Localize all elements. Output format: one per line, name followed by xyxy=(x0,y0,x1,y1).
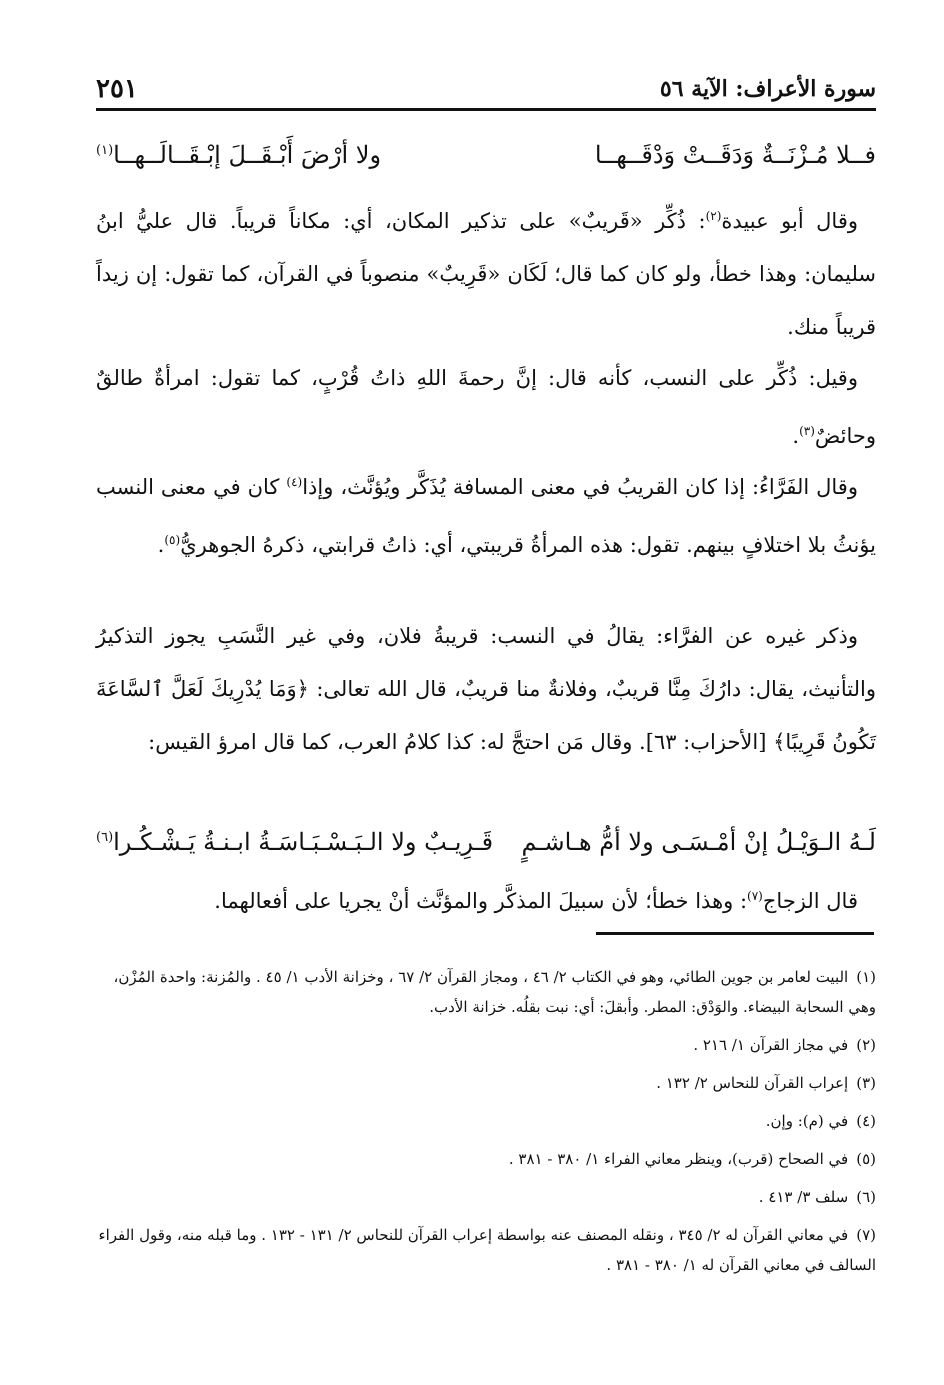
verse-2-first-hemistich-text: لَـهُ الـوَيْـلُ إنْ أمْـسَـى ولا أمُّ هـاشـمٍ xyxy=(521,828,876,856)
running-title: سورة الأعراف: الآية ٥٦ xyxy=(659,76,876,102)
footnote-number: (٢) xyxy=(856,1036,876,1054)
paragraph-zajjaj xyxy=(96,870,876,928)
footnote-4 xyxy=(96,1106,876,1136)
footnote-number: (١) xyxy=(856,968,876,986)
paragraph-3-text-a: وقال الفَرَّاءُ: إذا كان القريبُ في معنى المسافة يُذَكَّر ويُؤنَّث، وإذا xyxy=(302,475,858,499)
footnote-ref-5[interactable]: (٥) xyxy=(164,533,181,547)
paragraph-nasab xyxy=(96,352,876,463)
footnotes-section xyxy=(96,962,876,1288)
footnote-2 xyxy=(96,1030,876,1060)
footnote-number: (٤) xyxy=(856,1112,876,1130)
verse-2-second-hemistich xyxy=(96,828,493,856)
verse-1-first-hemistich xyxy=(595,141,876,169)
footnote-number: (٣) xyxy=(856,1074,876,1092)
footnote-7 xyxy=(96,1220,876,1280)
footnote-text: في (م): وإن. xyxy=(765,1112,849,1130)
footnote-number: (٥) xyxy=(856,1150,876,1168)
poetry-verse-1 xyxy=(96,133,876,177)
footnote-6 xyxy=(96,1182,876,1212)
footnote-ref-1[interactable]: (١) xyxy=(96,143,114,158)
paragraph-1-text-b: : ذُكِّر «قَريبٌ» على تذكير المكان، أي: مكاناً قريباً. قال عليُّ ابنُ سليمان: وهذا خطأ، ولو كان كما قال؛ لَكَان «قَرِيبٌ» منصوباً في القرآن، كما تقول: إن زيداً قريباً منك. xyxy=(96,209,876,339)
footnote-divider xyxy=(596,932,874,935)
footnote-5 xyxy=(96,1144,876,1174)
footnote-text: البيت لعامر بن جوين الطائي، وهو في الكتاب ٢/ ٤٦ ، ومجاز القرآن ٢/ ٦٧ ، وخزانة الأدب ١/ ٤٥ . والمُزنة: واحدة المُزْن، وهي السحابة البيضاء. والوَدْق: المطر. وأبقلَ: أي: نبت بقلُه. خزانة الأدب. xyxy=(113,968,876,1016)
footnote-text: في معاني القرآن له ٢/ ٣٤٥ ، ونقله المصنف عنه بواسطة إعراب القرآن للنحاس ٢/ ١٣١ - ١٣٢ . وما قبله منه، وقول الفراء السالف في معاني القرآن له ١/ ٣٨٠ - ٣٨١ . xyxy=(98,1226,876,1274)
poetry-verse-2 xyxy=(96,820,876,864)
footnote-ref-4[interactable]: (٤) xyxy=(286,475,303,489)
paragraph-3-text-c: . xyxy=(157,533,165,557)
verse-2-first-hemistich xyxy=(522,828,877,856)
paragraph-2-text-b: . xyxy=(792,424,800,448)
paragraph-5-text-a: قال الزجاج xyxy=(762,889,858,913)
footnote-text: في مجاز القرآن ١/ ٢١٦ . xyxy=(693,1036,849,1054)
page-number: ٢٥١ xyxy=(96,74,138,104)
footnote-ref-7[interactable]: (٧) xyxy=(747,889,763,903)
verse-2-second-hemistich-text: قَـرِيـبٌ ولا الـبَـسْـبَـاسَـةُ ابـنـةُ يَـشْـكُـرا xyxy=(113,828,494,856)
paragraph-5-text-b: : وهذا خطأ؛ لأن سبيلَ المذكَّر والمؤنَّث أنْ يجريا على أفعالهما. xyxy=(214,889,748,913)
footnote-3 xyxy=(96,1068,876,1098)
footnote-ref-2[interactable]: (٢) xyxy=(705,209,722,223)
verse-1-second-hemistich xyxy=(96,141,381,169)
footnote-number: (٧) xyxy=(856,1226,876,1244)
footnote-number: (٦) xyxy=(856,1188,876,1206)
footnote-ref-3[interactable]: (٣) xyxy=(799,424,815,438)
paragraph-qur-quote: وذكر غيره عن الفرَّاء: يقالُ في النسب: قريبةُ فلان، وفي غير النَّسَبِ يجوز التذكيرُ والتأنيث، يقال: دارُكَ مِنَّا قريبٌ، وفلانةٌ منا قريبٌ، قال الله تعالى: ﴿وَمَا يُدْرِيكَ لَعَلَّ ٱلسَّاعَةَ تَكُونُ قَرِيبًا﴾ [الأحزاب: ٦٣]. وقال مَن احتجَّ له: كذا كلامُ العرب، كما قال امرؤ القيس: xyxy=(96,624,876,754)
page-header xyxy=(96,62,876,111)
paragraph-2-text-a: وقيل: ذُكِّر على النسب، كأنه قال: إنَّ رحمةَ اللهِ ذاتُ قُرْبٍ، كما تقول: امرأةٌ طالقٌ وحائضٌ xyxy=(96,366,876,448)
paragraph-abu-ubayda xyxy=(96,190,876,354)
paragraph-3-text-b: كان في معنى النسب يؤنثُ بلا اختلافٍ بينهم. تقول: هذه المرأةُ قريبتي، أي: ذاتُ قرابتي، ذكرهُ الجوهريُّ xyxy=(96,475,876,557)
footnote-ref-6[interactable]: (٦) xyxy=(96,830,114,845)
verse-1-second-hemistich-text: ولا أرْضَ أَبْـقَــلَ إبْـقَــالَــهــا xyxy=(113,141,382,169)
footnote-text: إعراب القرآن للنحاس ٢/ ١٣٢ . xyxy=(656,1074,849,1092)
paragraph-1-text-a: وقال أبو عبيدة xyxy=(721,209,858,233)
verse-1-first-hemistich-text: فــلا مُـزْنَــةٌ وَدَقَــتْ وَدْقَــهــا xyxy=(594,141,876,169)
footnote-text: سلف ٣/ ٤١٣ . xyxy=(758,1188,849,1206)
footnote-1 xyxy=(96,962,876,1022)
paragraph-farra xyxy=(96,456,876,572)
footnote-text: في الصحاح (قرب)، وينظر معاني الفراء ١/ ٣٨٠ - ٣٨١ . xyxy=(508,1150,849,1168)
